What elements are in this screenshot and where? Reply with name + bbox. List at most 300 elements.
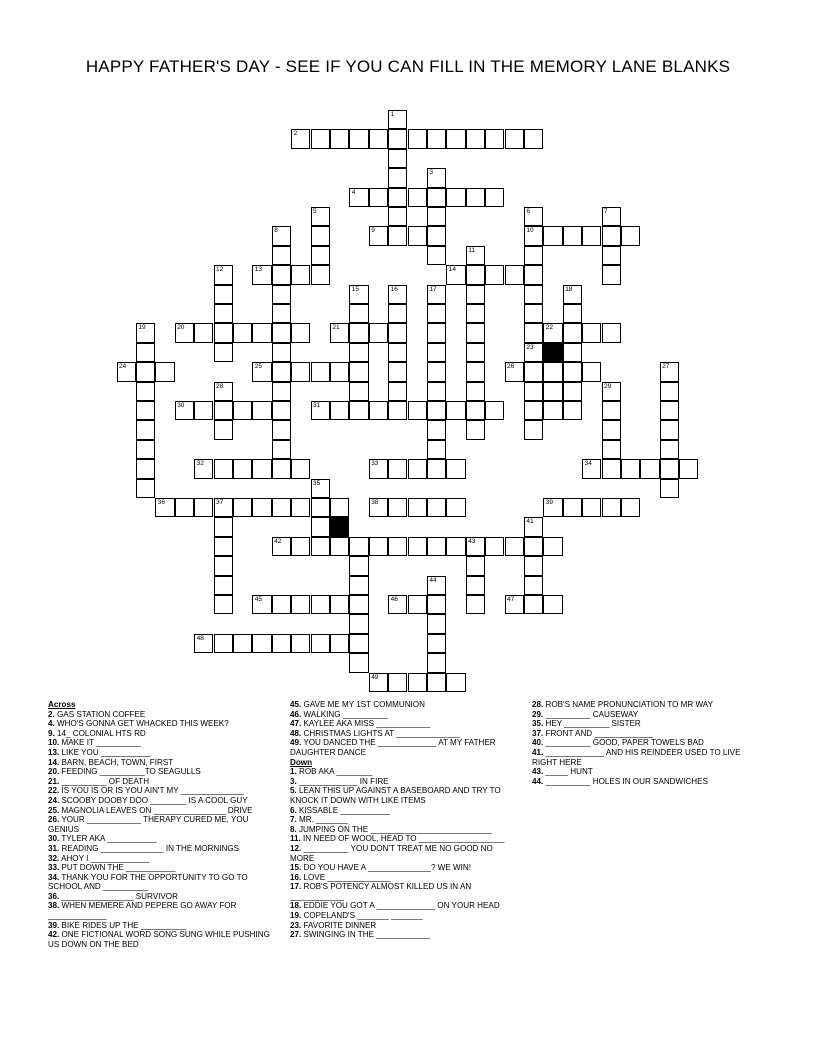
grid-cell[interactable] — [427, 401, 446, 420]
grid-cell[interactable] — [408, 226, 427, 245]
grid-cell[interactable] — [369, 323, 388, 342]
clue-text: LIKE YOU ___________ — [59, 747, 151, 757]
grid-cell[interactable] — [524, 420, 543, 439]
grid-cell[interactable] — [214, 285, 233, 304]
grid-cell[interactable] — [485, 537, 504, 556]
grid-cell[interactable] — [311, 207, 330, 226]
grid-cell[interactable] — [194, 498, 213, 517]
grid-cell[interactable] — [466, 595, 485, 614]
grid-cell[interactable] — [155, 498, 174, 517]
grid-cell[interactable] — [291, 595, 310, 614]
grid-cell[interactable] — [349, 653, 368, 672]
grid-cell[interactable] — [272, 459, 291, 478]
grid-cell[interactable] — [563, 343, 582, 362]
grid-cell[interactable] — [427, 595, 446, 614]
grid-cell[interactable] — [408, 188, 427, 207]
grid-cell[interactable] — [563, 362, 582, 381]
clue-item — [48, 806, 273, 816]
grid-cell[interactable] — [136, 440, 155, 459]
grid-cell[interactable] — [349, 362, 368, 381]
grid-cell[interactable] — [272, 323, 291, 342]
grid-cell[interactable] — [466, 537, 485, 556]
grid-cell[interactable] — [252, 401, 271, 420]
grid-cell[interactable] — [602, 265, 621, 284]
grid-cell[interactable] — [427, 226, 446, 245]
grid-cell[interactable] — [466, 285, 485, 304]
grid-cell[interactable] — [233, 634, 252, 653]
grid-cell[interactable] — [388, 285, 407, 304]
grid-cell[interactable] — [427, 420, 446, 439]
grid-cell[interactable] — [349, 595, 368, 614]
grid-cell[interactable] — [524, 323, 543, 342]
grid-cell[interactable] — [524, 285, 543, 304]
grid-cell[interactable] — [214, 537, 233, 556]
clue-item — [48, 710, 273, 720]
grid-cell[interactable] — [311, 265, 330, 284]
grid-cell[interactable] — [369, 498, 388, 517]
grid-cell[interactable] — [272, 595, 291, 614]
grid-cell[interactable] — [311, 634, 330, 653]
clue-number-label: 37 — [216, 499, 224, 506]
grid-cell[interactable] — [388, 673, 407, 692]
grid-cell[interactable] — [543, 323, 562, 342]
grid-cell[interactable] — [543, 362, 562, 381]
grid-cell[interactable] — [291, 362, 310, 381]
clue-text: SWINGING IN THE ____________ — [301, 930, 431, 940]
grid-cell[interactable] — [427, 459, 446, 478]
grid-cell[interactable] — [311, 479, 330, 498]
grid-cell[interactable] — [136, 420, 155, 439]
grid-cell[interactable] — [679, 459, 698, 478]
grid-cell[interactable] — [582, 459, 601, 478]
grid-cell[interactable] — [369, 129, 388, 148]
grid-cell[interactable] — [252, 362, 271, 381]
grid-cell[interactable] — [408, 673, 427, 692]
grid-cell[interactable] — [524, 246, 543, 265]
grid-cell[interactable] — [311, 246, 330, 265]
grid-cell[interactable] — [388, 498, 407, 517]
grid-cell[interactable] — [214, 265, 233, 284]
grid-cell[interactable] — [311, 517, 330, 536]
clue-number: 16. — [290, 872, 302, 882]
grid-cell[interactable] — [408, 401, 427, 420]
grid-cell[interactable] — [214, 401, 233, 420]
grid-cell[interactable] — [427, 188, 446, 207]
grid-cell[interactable] — [388, 207, 407, 226]
grid-cell[interactable] — [505, 537, 524, 556]
grid-cell[interactable] — [388, 110, 407, 129]
grid-cell[interactable] — [291, 537, 310, 556]
grid-cell[interactable] — [349, 537, 368, 556]
grid-cell[interactable] — [349, 576, 368, 595]
grid-cell[interactable] — [388, 188, 407, 207]
grid-cell[interactable] — [291, 323, 310, 342]
grid-cell[interactable] — [136, 323, 155, 342]
grid-cell[interactable] — [155, 362, 174, 381]
grid-cell[interactable] — [214, 556, 233, 575]
clue-number: 42. — [48, 930, 60, 940]
grid-cell[interactable] — [214, 576, 233, 595]
grid-cell[interactable] — [563, 401, 582, 420]
grid-cell[interactable] — [524, 226, 543, 245]
grid-cell[interactable] — [543, 401, 562, 420]
clue-text: YOU DANCED THE _____________ AT MY FATHER DAUGHTER DANCE — [290, 738, 496, 757]
grid-cell[interactable] — [466, 556, 485, 575]
grid-cell[interactable] — [388, 595, 407, 614]
grid-cell[interactable] — [563, 226, 582, 245]
grid-cell[interactable] — [388, 226, 407, 245]
grid-cell[interactable] — [524, 362, 543, 381]
grid-cell[interactable] — [252, 634, 271, 653]
grid-cell[interactable] — [563, 304, 582, 323]
grid-cell[interactable] — [214, 343, 233, 362]
clue-number-label: 1 — [390, 111, 395, 118]
grid-cell[interactable] — [427, 576, 446, 595]
grid-cell[interactable] — [272, 265, 291, 284]
grid-cell[interactable] — [524, 537, 543, 556]
grid-cell[interactable] — [349, 382, 368, 401]
clue-number-label: 28 — [216, 382, 224, 390]
grid-cell[interactable] — [330, 323, 349, 342]
grid-cell[interactable] — [524, 556, 543, 575]
clue-text: SCOOBY DOOBY DOO ________ IS A COOL GUY — [59, 795, 248, 805]
clue-item — [48, 892, 273, 902]
grid-cell[interactable] — [485, 265, 504, 284]
grid-cell[interactable] — [660, 420, 679, 439]
grid-cell[interactable] — [252, 498, 271, 517]
grid-cell[interactable] — [349, 304, 368, 323]
grid-cell[interactable] — [311, 129, 330, 148]
grid-cell[interactable] — [660, 382, 679, 401]
grid-cell[interactable] — [349, 129, 368, 148]
grid-cell[interactable] — [369, 537, 388, 556]
grid-cell[interactable] — [602, 401, 621, 420]
grid-cell[interactable] — [369, 673, 388, 692]
grid-cell[interactable] — [563, 382, 582, 401]
grid-cell[interactable] — [291, 459, 310, 478]
grid-cell[interactable] — [388, 382, 407, 401]
grid-cell[interactable] — [117, 362, 136, 381]
grid-cell[interactable] — [524, 517, 543, 536]
grid-cell[interactable] — [427, 673, 446, 692]
grid-cell[interactable] — [466, 246, 485, 265]
grid-cell[interactable] — [660, 401, 679, 420]
clue-number-label: 35 — [313, 479, 321, 487]
grid-cell[interactable] — [272, 537, 291, 556]
grid-cell[interactable] — [524, 576, 543, 595]
grid-cell[interactable] — [427, 537, 446, 556]
grid-cell[interactable] — [505, 595, 524, 614]
grid-cell[interactable] — [408, 459, 427, 478]
grid-cell[interactable] — [136, 479, 155, 498]
grid-cell[interactable] — [330, 498, 349, 517]
grid-cell[interactable] — [466, 576, 485, 595]
clue-number-label: 8 — [274, 227, 278, 235]
grid-cell[interactable] — [349, 343, 368, 362]
grid-cell[interactable] — [427, 382, 446, 401]
grid-cell[interactable] — [388, 168, 407, 187]
grid-cell[interactable] — [621, 226, 640, 245]
grid-cell[interactable] — [214, 595, 233, 614]
grid-cell[interactable] — [311, 498, 330, 517]
grid-cell[interactable] — [388, 129, 407, 148]
grid-cell[interactable] — [602, 207, 621, 226]
grid-cell[interactable] — [214, 420, 233, 439]
clue-item — [290, 901, 518, 911]
grid-cell[interactable] — [543, 537, 562, 556]
grid-cell[interactable] — [233, 323, 252, 342]
grid-cell[interactable] — [505, 362, 524, 381]
grid-cell[interactable] — [272, 382, 291, 401]
grid-cell[interactable] — [446, 129, 465, 148]
grid-cell[interactable] — [466, 129, 485, 148]
grid-cell[interactable] — [214, 304, 233, 323]
grid-cell[interactable] — [311, 537, 330, 556]
clue-text: ROB'S POTENCY ALMOST KILLED US IN AN ____________ — [290, 882, 472, 901]
grid-cell[interactable] — [388, 323, 407, 342]
grid-cell[interactable] — [524, 343, 543, 362]
grid-cell[interactable] — [563, 498, 582, 517]
clue-item — [290, 729, 518, 739]
grid-cell[interactable] — [446, 188, 465, 207]
grid-cell[interactable] — [214, 517, 233, 536]
grid-cell[interactable] — [214, 323, 233, 342]
grid-cell[interactable] — [446, 401, 465, 420]
grid-cell[interactable] — [272, 343, 291, 362]
grid-cell[interactable] — [408, 537, 427, 556]
grid-cell[interactable] — [543, 595, 562, 614]
grid-cell[interactable] — [349, 614, 368, 633]
clue-item — [532, 700, 767, 710]
grid-cell[interactable] — [175, 498, 194, 517]
grid-cell[interactable] — [388, 537, 407, 556]
grid-cell[interactable] — [330, 362, 349, 381]
grid-cell[interactable] — [369, 401, 388, 420]
grid-cell[interactable] — [446, 537, 465, 556]
grid-cell[interactable] — [640, 459, 659, 478]
grid-cell[interactable] — [543, 226, 562, 245]
clue-number-label: 32 — [196, 460, 204, 468]
grid-cell[interactable] — [369, 459, 388, 478]
grid-cell[interactable] — [291, 265, 310, 284]
grid-cell[interactable] — [602, 382, 621, 401]
grid-cell[interactable] — [272, 226, 291, 245]
grid-cell[interactable] — [427, 362, 446, 381]
grid-cell[interactable] — [582, 498, 601, 517]
grid-cell[interactable] — [136, 343, 155, 362]
grid-cell[interactable] — [408, 595, 427, 614]
grid-cell[interactable] — [427, 304, 446, 323]
grid-cell[interactable] — [175, 401, 194, 420]
grid-cell[interactable] — [524, 401, 543, 420]
grid-cell[interactable] — [621, 459, 640, 478]
grid-cell[interactable] — [427, 246, 446, 265]
grid-cell[interactable] — [427, 323, 446, 342]
grid-cell[interactable] — [272, 362, 291, 381]
clue-text: GAS STATION COFFEE — [54, 709, 146, 719]
grid-cell[interactable] — [272, 498, 291, 517]
grid-cell[interactable] — [582, 323, 601, 342]
grid-cell[interactable] — [524, 265, 543, 284]
grid-cell[interactable] — [582, 362, 601, 381]
grid-cell[interactable] — [524, 304, 543, 323]
grid-cell[interactable] — [136, 362, 155, 381]
grid-cell[interactable] — [330, 537, 349, 556]
grid-cell[interactable] — [427, 129, 446, 148]
grid-cell[interactable] — [621, 498, 640, 517]
grid-cell[interactable] — [349, 188, 368, 207]
grid-cell[interactable] — [563, 323, 582, 342]
grid-cell[interactable] — [427, 440, 446, 459]
grid-cell[interactable] — [602, 498, 621, 517]
grid-cell[interactable] — [466, 420, 485, 439]
grid-cell[interactable] — [466, 343, 485, 362]
grid-cell[interactable] — [427, 653, 446, 672]
grid-cell[interactable] — [485, 401, 504, 420]
grid-cell[interactable] — [233, 401, 252, 420]
grid-cell[interactable] — [466, 323, 485, 342]
grid-cell[interactable] — [291, 129, 310, 148]
clue-number-label: 15 — [351, 285, 360, 293]
grid-cell[interactable] — [252, 459, 271, 478]
grid-cell[interactable] — [369, 226, 388, 245]
grid-cell[interactable] — [524, 595, 543, 614]
clue-number-label: 24 — [119, 363, 127, 371]
grid-cell[interactable] — [233, 459, 252, 478]
grid-cell[interactable] — [408, 498, 427, 517]
grid-cell[interactable] — [349, 401, 368, 420]
grid-cell[interactable] — [427, 207, 446, 226]
grid-cell[interactable] — [272, 634, 291, 653]
grid-cell[interactable] — [563, 285, 582, 304]
grid-cell[interactable] — [602, 459, 621, 478]
grid-cell[interactable] — [388, 401, 407, 420]
grid-cell[interactable] — [602, 226, 621, 245]
grid-cell[interactable] — [252, 323, 271, 342]
clue-text: FEEDING __________TO SEAGULLS — [59, 767, 201, 777]
grid-cell[interactable] — [505, 129, 524, 148]
clue-text: YOUR ____________ THERAPY CURED ME, YOU GENIUS — [48, 815, 249, 834]
clue-item — [48, 729, 273, 739]
grid-cell[interactable] — [330, 129, 349, 148]
grid-cell[interactable] — [272, 401, 291, 420]
grid-cell[interactable] — [388, 362, 407, 381]
grid-cell[interactable] — [272, 440, 291, 459]
grid-cell[interactable] — [466, 265, 485, 284]
grid-cell[interactable] — [543, 498, 562, 517]
grid-cell[interactable] — [466, 401, 485, 420]
grid-cell[interactable] — [330, 401, 349, 420]
clue-number: 40. — [532, 738, 544, 748]
grid-cell[interactable] — [272, 304, 291, 323]
grid-cell[interactable] — [446, 459, 465, 478]
grid-cell[interactable] — [349, 285, 368, 304]
grid-cell[interactable] — [446, 265, 465, 284]
grid-cell[interactable] — [136, 459, 155, 478]
grid-cell[interactable] — [660, 479, 679, 498]
grid-cell[interactable] — [466, 382, 485, 401]
grid-cell[interactable] — [194, 634, 213, 653]
grid-cell[interactable] — [369, 188, 388, 207]
grid-cell[interactable] — [330, 634, 349, 653]
grid-cell[interactable] — [194, 401, 213, 420]
grid-cell[interactable] — [660, 362, 679, 381]
grid-cell[interactable] — [388, 149, 407, 168]
grid-cell[interactable] — [194, 323, 213, 342]
grid-cell[interactable] — [602, 246, 621, 265]
grid-cell[interactable] — [524, 382, 543, 401]
grid-cell[interactable] — [214, 459, 233, 478]
grid-cell[interactable] — [524, 129, 543, 148]
grid-cell[interactable] — [524, 207, 543, 226]
grid-cell[interactable] — [466, 304, 485, 323]
grid-cell[interactable] — [427, 285, 446, 304]
grid-cell[interactable] — [602, 420, 621, 439]
grid-cell[interactable] — [388, 304, 407, 323]
grid-cell[interactable] — [466, 362, 485, 381]
grid-cell[interactable] — [272, 246, 291, 265]
grid-cell[interactable] — [272, 420, 291, 439]
grid-cell[interactable] — [427, 614, 446, 633]
grid-cell[interactable] — [466, 188, 485, 207]
grid-cell[interactable] — [194, 459, 213, 478]
grid-cell[interactable] — [427, 634, 446, 653]
grid-cell[interactable] — [582, 226, 601, 245]
grid-cell[interactable] — [660, 459, 679, 478]
grid-cell[interactable] — [446, 673, 465, 692]
grid-cell[interactable] — [349, 556, 368, 575]
grid-cell[interactable] — [311, 362, 330, 381]
clue-item — [48, 921, 273, 931]
grid-cell[interactable] — [427, 343, 446, 362]
grid-cell[interactable] — [388, 343, 407, 362]
grid-cell[interactable] — [505, 265, 524, 284]
grid-cell[interactable] — [660, 440, 679, 459]
grid-cell[interactable] — [175, 323, 194, 342]
grid-cell[interactable] — [136, 401, 155, 420]
grid-cell[interactable] — [602, 440, 621, 459]
grid-cell[interactable] — [291, 634, 310, 653]
grid-cell[interactable] — [427, 498, 446, 517]
grid-cell[interactable] — [252, 265, 271, 284]
clue-number: 28. — [532, 700, 544, 709]
grid-cell[interactable] — [330, 595, 349, 614]
clue-item — [48, 834, 273, 844]
grid-cell[interactable] — [311, 226, 330, 245]
grid-cell[interactable] — [349, 634, 368, 653]
grid-cell[interactable] — [214, 382, 233, 401]
grid-cell[interactable] — [214, 498, 233, 517]
grid-cell[interactable] — [485, 188, 504, 207]
grid-cell[interactable] — [543, 382, 562, 401]
grid-cell[interactable] — [214, 634, 233, 653]
grid-cell[interactable] — [349, 323, 368, 342]
grid-cell[interactable] — [427, 168, 446, 187]
grid-cell[interactable] — [136, 382, 155, 401]
grid-cell[interactable] — [408, 129, 427, 148]
grid-cell[interactable] — [602, 323, 621, 342]
grid-cell[interactable] — [388, 459, 407, 478]
grid-cell[interactable] — [311, 595, 330, 614]
grid-cell[interactable] — [485, 129, 504, 148]
grid-cell[interactable] — [291, 498, 310, 517]
clue-number: 39. — [48, 920, 60, 930]
grid-cell[interactable] — [233, 498, 252, 517]
grid-cell[interactable] — [311, 401, 330, 420]
grid-cell[interactable] — [446, 498, 465, 517]
grid-cell[interactable] — [272, 285, 291, 304]
grid-cell[interactable] — [252, 595, 271, 614]
